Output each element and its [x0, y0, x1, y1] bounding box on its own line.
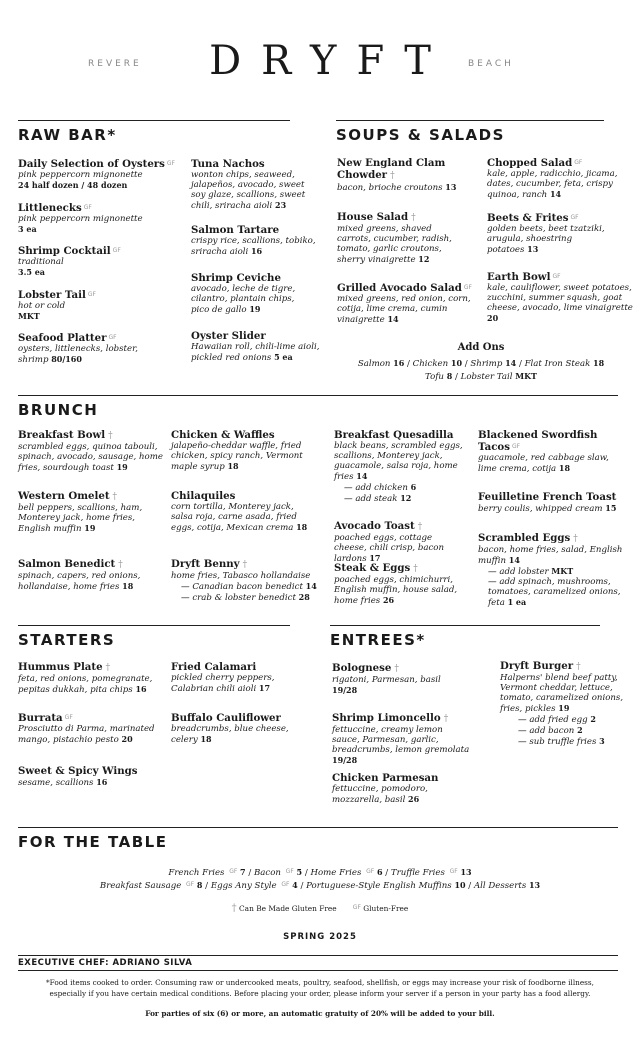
menu-item: Chilaquiles corn tortilla, Monterey jack, salsa roja, carne asada, fried eggs, cotija, Mexican crema 18 [171, 490, 308, 533]
section-title-soups-salads: SOUPS & SALADS [336, 126, 505, 144]
divider [18, 970, 618, 971]
divider [18, 395, 618, 396]
menu-item: Lobster Tail GF hot or cold MKT [18, 289, 96, 321]
menu-item: Littlenecks GF pink peppercorn mignonette 3 ea [18, 202, 143, 234]
menu-item: Burrata GF Prosciutto di Parma, marinated mango, pistachio pesto 20 [18, 712, 155, 745]
dagger-icon: † [231, 903, 237, 914]
gratuity-notice: For parties of six (6) or more, an automatic gratuity of 20% will be added to your bill. [145, 1009, 495, 1018]
divider [330, 625, 600, 626]
menu-item: House Salad † mixed greens, shaved carrots, cucumber, radish, tomato, garlic croutons, sherry vinaigrette 12 [337, 211, 452, 265]
season: SPRING 2025 [283, 932, 357, 942]
menu-item: Avocado Toast † poached eggs, cottage cheese, chili crisp, bacon lardons 17 [334, 520, 444, 564]
menu-item: Chicken Parmesan fettuccine, pomodoro, mozzarella, basil 26 [332, 772, 439, 805]
menu-item: Beets & Frites GF golden beets, beet tzatziki, arugula, shoestring potatoes 13 [487, 212, 605, 255]
section-title-raw-bar: RAW BAR* [18, 126, 117, 144]
menu-item: Dryft Burger † Halperns' blend beef patty, Vermont cheddar, lettuce, tomato, caramelized onions, fries, pickles 19 — add fried egg 2 — add bacon 2 — sub truffle fries 3 [500, 660, 624, 747]
menu-item: Seafood Platter GF oysters, littlenecks, lobster, shrimp 80/160 [18, 332, 138, 365]
menu-item: Oyster Slider Hawaiian roll, chili-lime aioli, pickled red onions 5 ea [191, 330, 320, 363]
menu-item: Sweet & Spicy Wings sesame, scallions 16 [18, 765, 138, 788]
menu-item: Fried Calamari pickled cherry peppers, Calabrian chili aioli 17 [171, 661, 275, 694]
divider [18, 827, 618, 828]
menu-item: Breakfast Quesadilla black beans, scrambled eggs, scallions, Monterey jack, guacamole, salsa roja, home fries 14 — add chicken 6 — add steak 12 [334, 429, 463, 504]
menu-item: Chopped Salad GF kale, apple, radicchio, jicama, dates, cucumber, feta, crispy quinoa, ranch 14 [487, 157, 618, 200]
divider [18, 955, 618, 956]
menu-item: Chicken & Waffles jalapeño-cheddar waffle, fried chicken, spicy ranch, Vermont maple syrup 18 [171, 429, 303, 472]
menu-item: Daily Selection of Oysters GF pink peppercorn mignonette 24 half dozen / 48 dozen [18, 158, 176, 190]
menu-item: Steak & Eggs † poached eggs, chimichurri, English muffin, house salad, home fries 26 [334, 562, 458, 606]
section-title-entrees: ENTREES* [330, 631, 426, 649]
menu-item: Dryft Benny † home fries, Tabasco hollandaise — Canadian bacon benedict 14 — crab & lobster benedict 28 [171, 558, 317, 603]
section-title-for-the-table: FOR THE TABLE [18, 833, 168, 851]
divider [18, 120, 290, 121]
menu-item: Blackened Swordfish Tacos GF guacamole, red cabbage slaw, lime crema, cotija 18 [478, 429, 609, 474]
menu-item: Grilled Avocado Salad GF mixed greens, red onion, corn, cotija, lime crema, cumin vinaigrette 14 [337, 282, 472, 325]
legend: † Can Be Made Gluten Free $^{GF}$ Gluten-Free [231, 903, 409, 914]
menu-item: Shrimp Cocktail GF traditional 3.5 ea [18, 245, 121, 277]
menu-item: Shrimp Limoncello † fettuccine, creamy lemon sauce, Parmesan, garlic, breadcrumbs, lemon gremolata 19/28 [332, 712, 470, 765]
header-left: REVERE [88, 59, 142, 69]
section-title-brunch: BRUNCH [18, 401, 99, 419]
menu-item: Salmon Benedict † spinach, capers, red onions, hollandaise, home fries 18 [18, 558, 141, 592]
menu-item: Earth Bowl GF kale, cauliflower, sweet potatoes, zucchini, summer squash, goat cheese, avocado, lime vinaigrette 20 [487, 271, 633, 323]
divider [18, 625, 290, 626]
executive-chef: EXECUTIVE CHEF: ADRIANO SILVA [18, 958, 193, 968]
menu-item: Tuna Nachos wonton chips, seaweed, jalapeños, avocado, sweet soy glaze, scallions, sweet chili, sriracha aioli 23 [191, 158, 306, 211]
menu-item: Bolognese † rigatoni, Parmesan, basil 19/28 [332, 662, 441, 695]
menu-item: Buffalo Cauliflower breadcrumbs, blue cheese, celery 18 [171, 712, 289, 745]
add-ons: Add Ons Salmon 16 / Chicken 10 / Shrimp 14 / Flat Iron Steak 18 Tofu 8 / Lobster Tail MKT [357, 342, 605, 382]
sides-list: French Fries $^{GF}$ 7 / Bacon $^{GF}$ 5 / Home Fries $^{GF}$ 6 / Truffle Fries $^{GF}$ 13 Breakfast Sausage $^{GF}$ 8 / Eggs Any Style $^{GF}$ 4 / Portuguese-Style English Muffins 10 / All Desserts 13 [99, 867, 541, 891]
logo: DRYFT [209, 38, 451, 84]
menu-item: Hummus Plate † feta, red onions, pomegranate, pepitas dukkah, pita chips 16 [18, 661, 153, 695]
menu-item: Feuilletine French Toast berry coulis, whipped cream 15 [478, 491, 617, 514]
menu-item: Western Omelet † bell peppers, scallions, ham, Monterey jack, home fries, English muffin 19 [18, 490, 143, 534]
menu-item: Salmon Tartare crispy rice, scallions, tobiko, sriracha aioli 16 [191, 224, 316, 257]
section-title-starters: STARTERS [18, 631, 116, 649]
allergy-notice: *Food items cooked to order. Consuming raw or undercooked meats, poultry, seafood, shellfish, or eggs may increase your risk of foodborne illness, especially if you have certain medical conditions. Before placing your order, please inform your server if a person in your party has a food allergy. [46, 978, 594, 998]
menu-item: Breakfast Bowl † scrambled eggs, quinoa tabouli, spinach, avocado, sausage, home fries, sourdough toast 19 [18, 429, 163, 473]
divider [336, 120, 604, 121]
header-right: BEACH [468, 59, 514, 69]
menu-item: Scrambled Eggs † bacon, home fries, salad, English muffin 14 — add lobster MKT — add spinach, mushrooms, tomatoes, caramelized onions, feta 1 ea [478, 532, 623, 608]
menu-item: New England Clam Chowder † bacon, brioche croutons 13 [337, 157, 457, 193]
menu-item: Shrimp Ceviche avocado, leche de tigre, cilantro, plantain chips, pico de gallo 19 [191, 272, 296, 315]
